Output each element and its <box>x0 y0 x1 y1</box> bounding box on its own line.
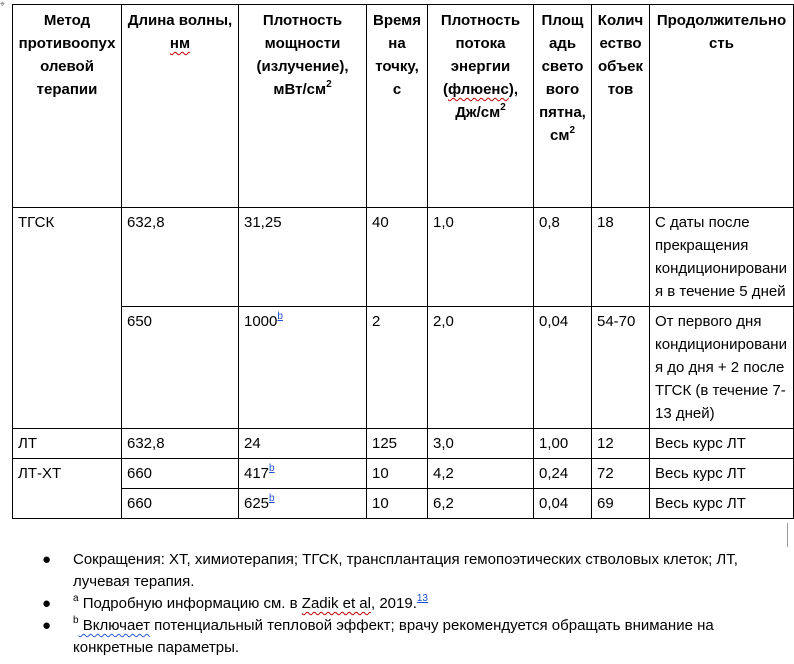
cell-fluence: 1,0 <box>428 208 534 307</box>
header-duration: Продолжительность <box>650 5 794 208</box>
bullet-icon: ● <box>42 595 52 612</box>
table-row <box>13 307 794 429</box>
cell-fluence: 4,2 <box>428 459 534 489</box>
cell-duration: С даты после прекращения кондиционирования в течение 5 дней <box>650 208 794 307</box>
list-item <box>42 549 787 593</box>
cell-duration: Весь курс ЛТ <box>650 489 794 519</box>
cell-area: 0,24 <box>534 459 592 489</box>
cell-method: ЛТ-ХТ <box>13 459 122 519</box>
footnote-b-link[interactable]: b <box>277 311 283 322</box>
bullet-icon: ● <box>42 551 52 568</box>
cell-count: 54-70 <box>592 307 650 429</box>
footnote-b-keyword: Включает <box>78 617 151 634</box>
cell-time: 125 <box>367 429 428 459</box>
cell-area: 1,00 <box>534 429 592 459</box>
header-wavelength: Длина волны, нм <box>122 5 239 208</box>
cell-wavelength: 632,8 <box>122 429 239 459</box>
header-method: Метод противоопухолевой терапии <box>13 5 122 208</box>
table-move-handle-icon[interactable]: ⌖ <box>0 0 6 9</box>
cell-duration: Весь курс ЛТ <box>650 459 794 489</box>
header-power: Плотность мощности (излучение), мВт/$см^2$ <box>239 5 367 208</box>
cell-power: 417$^b$ <box>239 459 367 489</box>
cell-count: 69 <box>592 489 650 519</box>
cell-count: 72 <box>592 459 650 489</box>
table-row <box>13 489 794 519</box>
header-time: Время на точку, с <box>367 5 428 208</box>
table-header-row <box>13 5 794 208</box>
footnote-a-text: Подробную информацию см. в <box>78 595 302 612</box>
footnote-a-mark: a <box>73 593 79 604</box>
cell-fluence: 3,0 <box>428 429 534 459</box>
header-count: Количество объектов <box>592 5 650 208</box>
footnote-b-link[interactable]: b <box>269 493 275 504</box>
cell-duration: От первого дня кондиционирования до дня + 2 после ТГСК (в течение 7-13 дней) <box>650 307 794 429</box>
cell-time: 10 <box>367 489 428 519</box>
cell-wavelength: 660 <box>122 459 239 489</box>
footnote-a-year: , 2019. <box>370 595 417 612</box>
page-edge-marker <box>787 523 794 547</box>
cell-power: 24 <box>239 429 367 459</box>
list-item <box>42 593 787 615</box>
cell-count: 18 <box>592 208 650 307</box>
footnote-b-text: потенциальный тепловой эффект; врачу рекомендуется обращать внимание на конкретные параметры. <box>73 617 714 656</box>
list-item <box>42 615 787 659</box>
cell-wavelength: 632,8 <box>122 208 239 307</box>
reference-13-link[interactable]: 13 <box>416 593 428 604</box>
table-row <box>13 429 794 459</box>
laser-therapy-table <box>12 4 794 519</box>
footnote-a-reference: Zadik et al <box>301 595 371 612</box>
cell-method: ЛТ <box>13 429 122 459</box>
cell-time: 2 <box>367 307 428 429</box>
cell-area: 0,8 <box>534 208 592 307</box>
table-row <box>13 208 794 307</box>
cell-power: 625$^b$ <box>239 489 367 519</box>
cell-time: 40 <box>367 208 428 307</box>
cell-power: 1000$^b$ <box>239 307 367 429</box>
bullet-icon: ● <box>42 617 52 634</box>
table-row <box>13 459 794 489</box>
cell-area: 0,04 <box>534 489 592 519</box>
cell-fluence: 6,2 <box>428 489 534 519</box>
cell-power: 31,25 <box>239 208 367 307</box>
cell-area: 0,04 <box>534 307 592 429</box>
cell-wavelength: 660 <box>122 489 239 519</box>
cell-duration: Весь курс ЛТ <box>650 429 794 459</box>
footnotes-list <box>42 549 787 659</box>
footnote-b-link[interactable]: b <box>269 463 275 474</box>
header-area: Площадь светового пятна, $см^2$ <box>534 5 592 208</box>
abbreviations-note: Сокращения: ХТ, химиотерапия; ТГСК, трансплантация гемопоэтических стволовых клеток; ЛТ, лучевая терапия. <box>73 551 738 590</box>
cell-fluence: 2,0 <box>428 307 534 429</box>
footnote-b-mark: b <box>73 615 79 626</box>
cell-time: 10 <box>367 459 428 489</box>
cell-method: ТГСК <box>13 208 122 429</box>
cell-wavelength: 650 <box>122 307 239 429</box>
cell-count: 12 <box>592 429 650 459</box>
header-fluence: Плотность потока энергии (флюенс), $Дж/см^2$ <box>428 5 534 208</box>
